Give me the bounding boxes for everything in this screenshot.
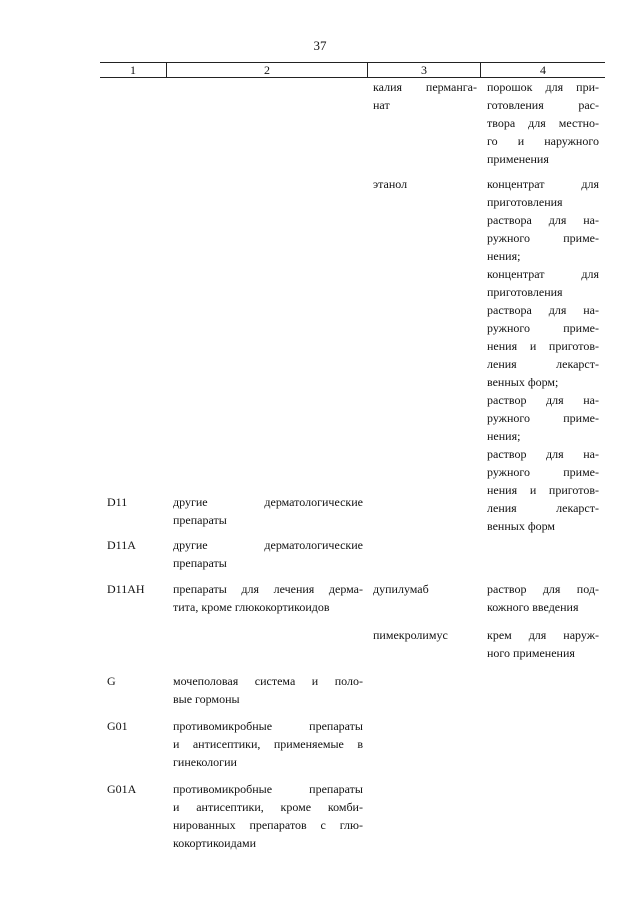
text-line: применения	[487, 152, 549, 166]
text-line: раствор для на-	[487, 393, 599, 407]
atc-group-name	[173, 780, 363, 852]
atc-code: G01A	[107, 782, 137, 796]
text-line: готовления рас-	[487, 98, 599, 112]
atc-code: D11AH	[107, 582, 145, 596]
text-line: твора для местно-	[487, 116, 599, 130]
atc-group-name	[173, 672, 363, 708]
text-line: ружного приме-	[487, 321, 599, 335]
text-line: мочеполовая система и поло-	[173, 674, 363, 688]
text-line: пимекролимус	[373, 628, 448, 642]
text-line: калия перманга-	[373, 80, 477, 94]
page-number: 37	[313, 38, 327, 53]
atc-group-name	[173, 493, 363, 529]
text-line: гинекологии	[173, 755, 237, 769]
text-line: нат	[373, 98, 390, 112]
atc-group-name	[173, 717, 363, 771]
text-line: приготовления	[487, 285, 563, 299]
text-line: раствор для под-	[487, 582, 599, 596]
text-line: другие дерматологические	[173, 495, 363, 509]
text-line: препараты	[173, 556, 227, 570]
atc-group-name	[173, 536, 363, 572]
text-line: нения;	[487, 429, 521, 443]
text-line: нения и приготов-	[487, 483, 599, 497]
dosage-form-cell	[487, 78, 599, 168]
text-line: тита, кроме глюкокортикоидов	[173, 600, 330, 614]
text-line: концентрат для	[487, 177, 599, 191]
text-line: и антисептики, применяемые в	[173, 737, 363, 751]
atc-group-name	[173, 580, 363, 616]
text-line: ления лекарст-	[487, 501, 599, 515]
text-line: противомикробные препараты	[173, 719, 363, 733]
text-line: крем для наруж-	[487, 628, 599, 642]
atc-code: G	[107, 674, 116, 688]
text-line: этанол	[373, 177, 408, 191]
atc-code: D11A	[107, 538, 136, 552]
drug-name-cell	[373, 175, 477, 193]
text-line: порошок для при-	[487, 80, 599, 94]
text-line: ления лекарст-	[487, 357, 599, 371]
text-line: концентрат для	[487, 267, 599, 281]
text-line: ного применения	[487, 646, 575, 660]
text-line: приготовления	[487, 195, 563, 209]
text-line: дупилумаб	[373, 582, 429, 596]
text-line: другие дерматологические	[173, 538, 363, 552]
text-line: нения;	[487, 249, 521, 263]
text-line: раствора для на-	[487, 213, 599, 227]
text-line: раствора для на-	[487, 303, 599, 317]
text-line: ружного приме-	[487, 465, 599, 479]
header-col-4: 4	[540, 63, 546, 77]
text-line: и антисептики, кроме комби-	[173, 800, 363, 814]
dosage-form-cell	[487, 626, 599, 662]
header-col-3: 3	[421, 63, 427, 77]
text-line: венных форм;	[487, 375, 559, 389]
dosage-form-cell	[487, 580, 599, 616]
drug-name-cell	[373, 626, 477, 644]
header-col-2: 2	[264, 63, 270, 77]
dosage-form-cell	[487, 175, 599, 535]
text-line: нения и приготов-	[487, 339, 599, 353]
text-line: препараты для лечения дерма-	[173, 582, 363, 596]
text-line: препараты	[173, 513, 227, 527]
atc-code: G01	[107, 719, 128, 733]
table-header-row	[100, 62, 605, 78]
text-line: вые гормоны	[173, 692, 240, 706]
drug-name-cell	[373, 580, 477, 598]
text-line: нированных препаратов с глю-	[173, 818, 363, 832]
drug-name-cell	[373, 78, 477, 114]
atc-code: D11	[107, 495, 128, 509]
text-line: раствор для на-	[487, 447, 599, 461]
text-line: ружного приме-	[487, 231, 599, 245]
text-line: кокортикоидами	[173, 836, 257, 850]
text-line: го и наружного	[487, 134, 599, 148]
text-line: ружного приме-	[487, 411, 599, 425]
text-line: противомикробные препараты	[173, 782, 363, 796]
text-line: венных форм	[487, 519, 556, 533]
text-line: кожного введения	[487, 600, 579, 614]
header-col-1: 1	[130, 63, 136, 77]
